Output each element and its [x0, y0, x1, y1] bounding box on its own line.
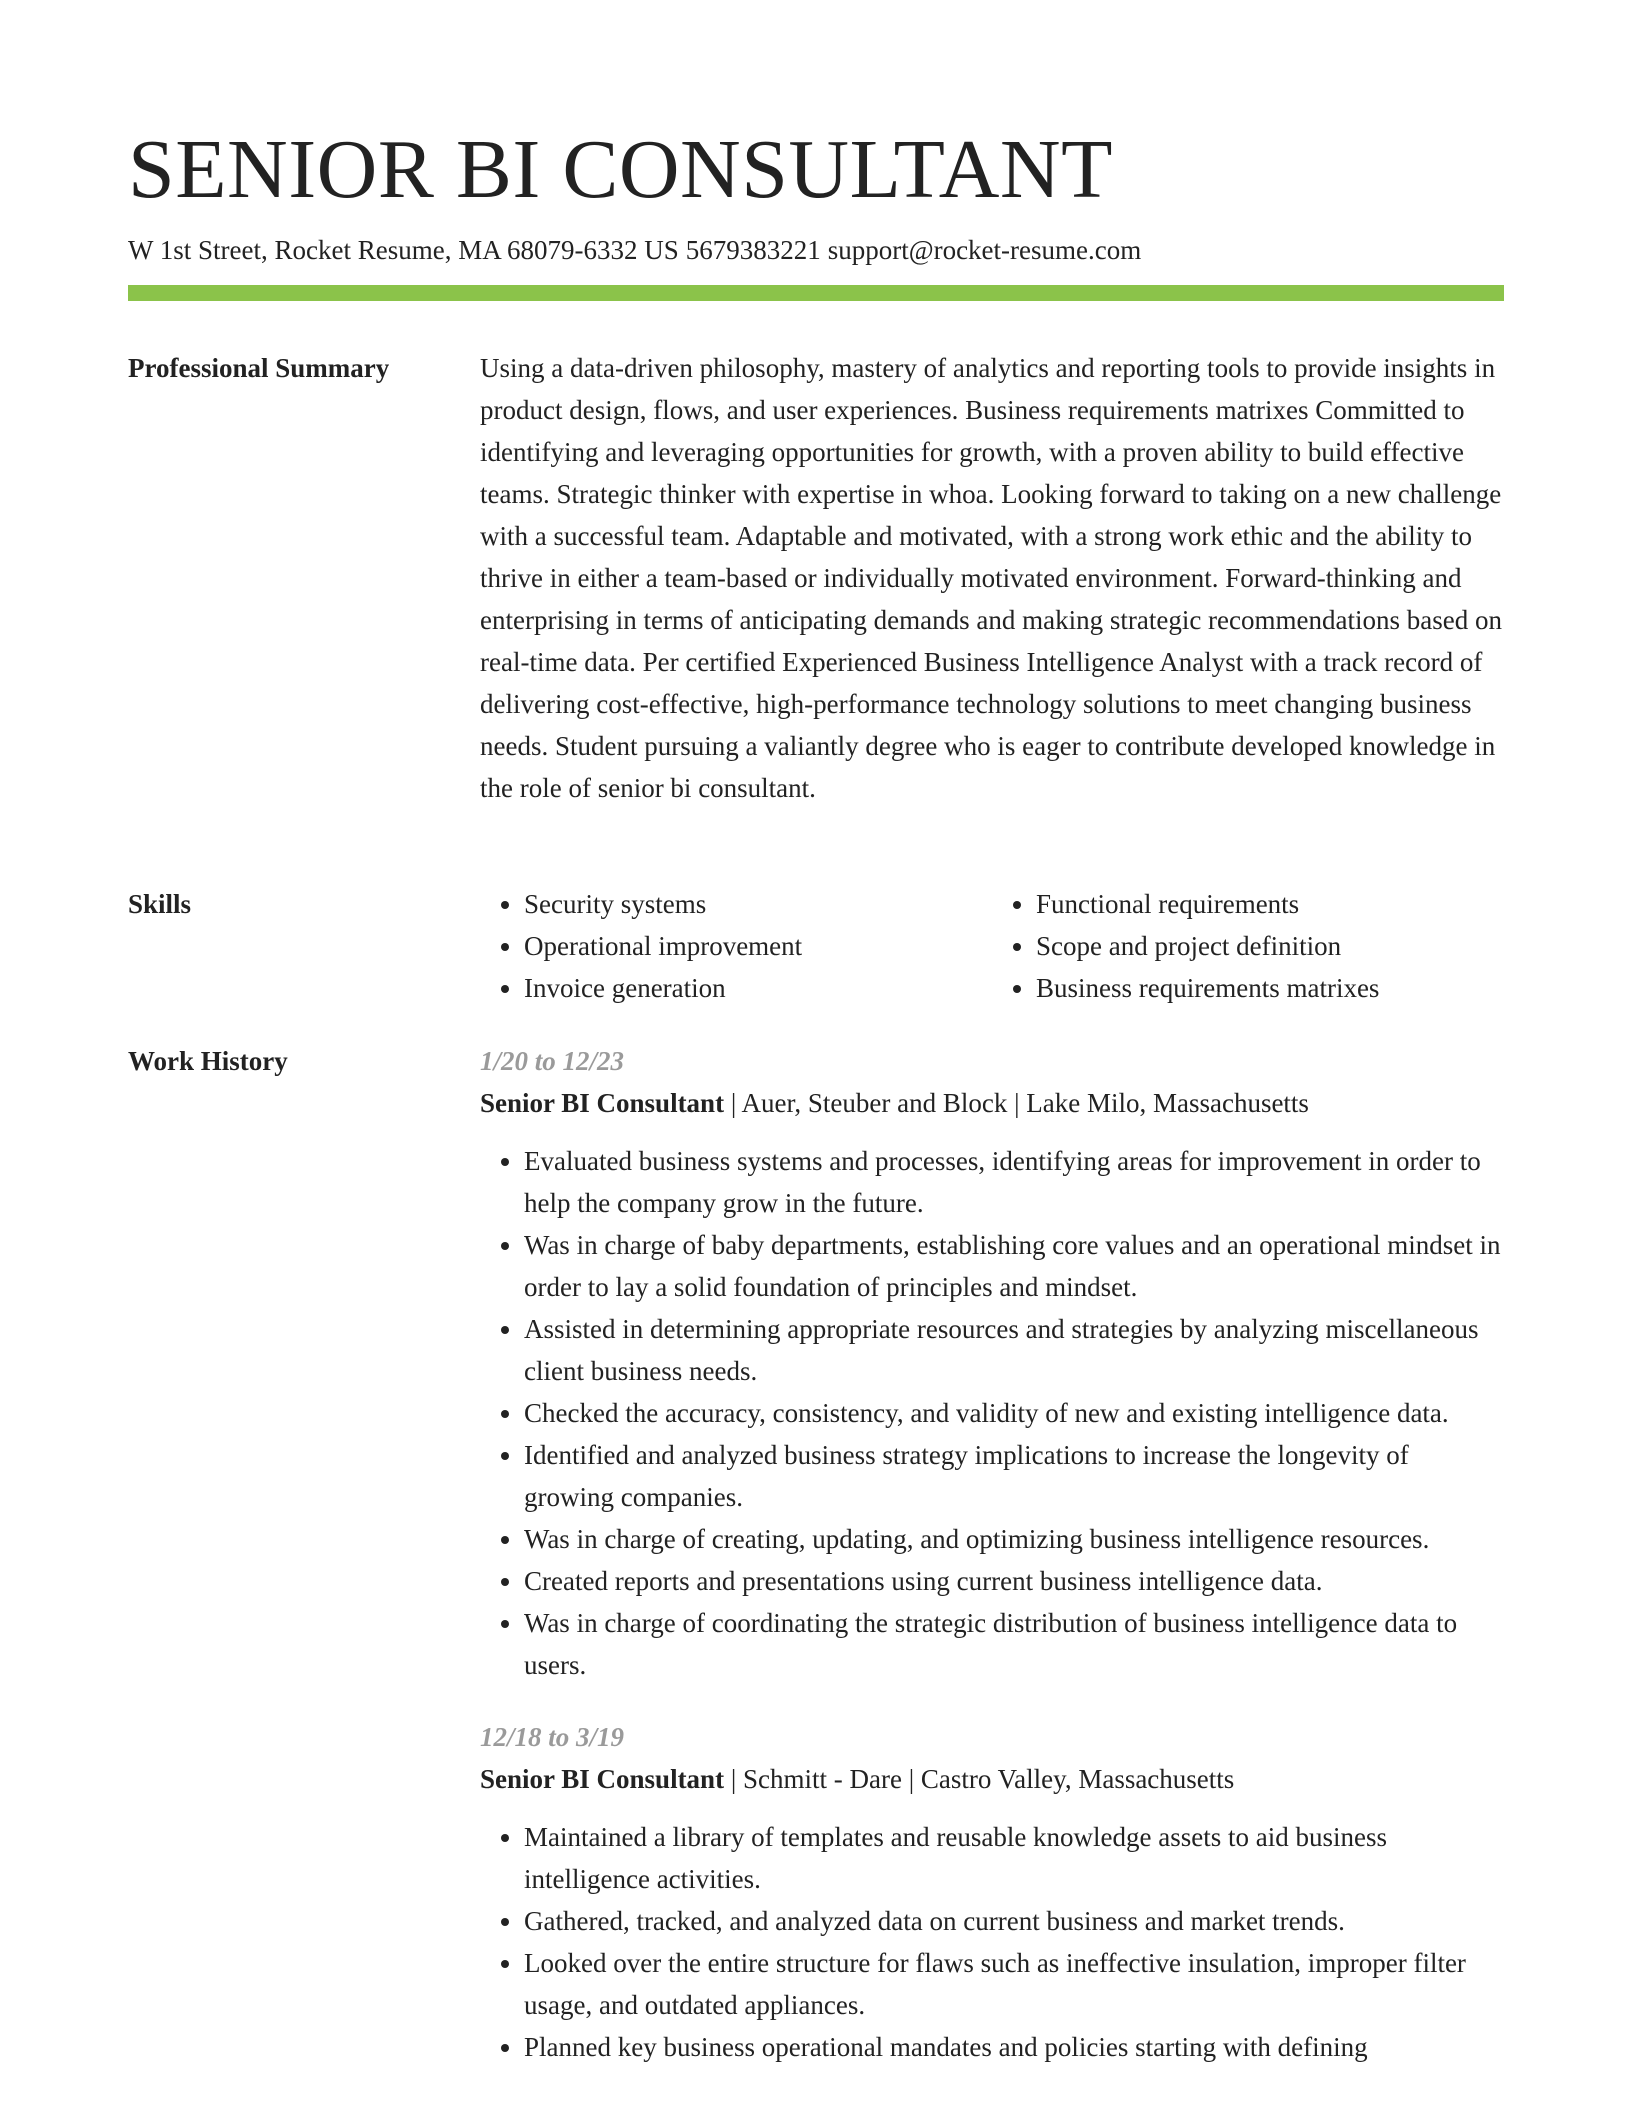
job-bullet: • Assisted in determining appropriate resources and strategies by analyzing miscellaneous client business needs. — [524, 1308, 1504, 1392]
job-bullets — [480, 1816, 1504, 2068]
work-history-body — [480, 1040, 1504, 2068]
job-bullet: • Was in charge of coordinating the strategic distribution of business intelligence data to users. — [524, 1602, 1504, 1686]
skill-item: • Functional requirements — [1036, 883, 1504, 925]
skills-label: Skills — [128, 889, 192, 919]
job-entry — [480, 1040, 1504, 1686]
skills-grid — [480, 883, 1504, 1009]
contact-email: support@rocket-resume.com — [827, 235, 1142, 265]
skill-item: • Operational improvement — [524, 925, 992, 967]
job-title: Senior BI Consultant — [480, 1764, 725, 1794]
summary-text: Using a data-driven philosophy, mastery of analytics and reporting tools to provide insights in product design, flows, and user experiences. Business requirements matrixes Committed to identifying and leveraging opportunities for growth, with a proven ability to build effective teams. Strategic thinker with expertise in whoa. Looking forward to taking on a new challenge with a successful team. Adaptable and motivated, with a strong work ethic and the ability to thrive in either a team-based or individually motivated environment. Forward-thinking and enterprising in terms of anticipating demands and making strategic recommendations based on real-time data. Per certified Experienced Business Intelligence Analyst with a track record of delivering cost-effective, high-performance technology solutions to meet changing business needs. Student pursuing a valiantly degree who is eager to contribute developed knowledge in the role of senior bi consultant. — [480, 353, 1502, 803]
skill-item: • Invoice generation — [524, 967, 992, 1009]
job-title-line — [480, 1082, 1504, 1124]
job-bullet: • Gathered, tracked, and analyzed data on current business and market trends. — [524, 1900, 1504, 1942]
skill-item: • Security systems — [524, 883, 992, 925]
accent-divider — [128, 285, 1504, 301]
job-bullet: • Was in charge of baby departments, establishing core values and an operational mindset in order to lay a solid foundation of principles and mindset. — [524, 1224, 1504, 1308]
work-history-label: Work History — [128, 1046, 288, 1076]
skill-item: • Scope and project definition — [1036, 925, 1504, 967]
job-dates: 12/18 to 3/19 — [480, 1722, 625, 1752]
resume-title: SENIOR BI CONSULTANT — [128, 123, 1113, 216]
contact-address: W 1st Street, Rocket Resume, MA 68079-6332 US — [128, 235, 679, 265]
contact-line — [128, 232, 1141, 268]
job-bullet: • Planned key business operational mandates and policies starting with defining — [524, 2026, 1504, 2068]
contact-phone: 5679383221 — [685, 235, 821, 265]
skills-list-left — [480, 883, 992, 1009]
job-dates: 1/20 to 12/23 — [480, 1046, 625, 1076]
job-title: Senior BI Consultant — [480, 1088, 725, 1118]
job-bullet: • Looked over the entire structure for flaws such as ineffective insulation, improper filter usage, and outdated appliances. — [524, 1942, 1504, 2026]
job-details: | Auer, Steuber and Block | Lake Milo, Massachusetts — [724, 1088, 1309, 1118]
job-title-line — [480, 1758, 1504, 1800]
summary-body — [480, 347, 1504, 809]
job-entry — [480, 1716, 1504, 2068]
skill-item: • Business requirements matrixes — [1036, 967, 1504, 1009]
job-bullets — [480, 1140, 1504, 1686]
skills-list-right — [992, 883, 1504, 1009]
job-details: | Schmitt - Dare | Castro Valley, Massachusetts — [724, 1764, 1235, 1794]
summary-label: Professional Summary — [128, 353, 390, 383]
job-bullet: • Created reports and presentations using current business intelligence data. — [524, 1560, 1504, 1602]
job-bullet: • Was in charge of creating, updating, and optimizing business intelligence resources. — [524, 1518, 1504, 1560]
job-bullet: • Maintained a library of templates and reusable knowledge assets to aid business intelligence activities. — [524, 1816, 1504, 1900]
job-bullet: • Evaluated business systems and processes, identifying areas for improvement in order to help the company grow in the future. — [524, 1140, 1504, 1224]
job-bullet: • Identified and analyzed business strategy implications to increase the longevity of growing companies. — [524, 1434, 1504, 1518]
job-bullet: • Checked the accuracy, consistency, and validity of new and existing intelligence data. — [524, 1392, 1504, 1434]
